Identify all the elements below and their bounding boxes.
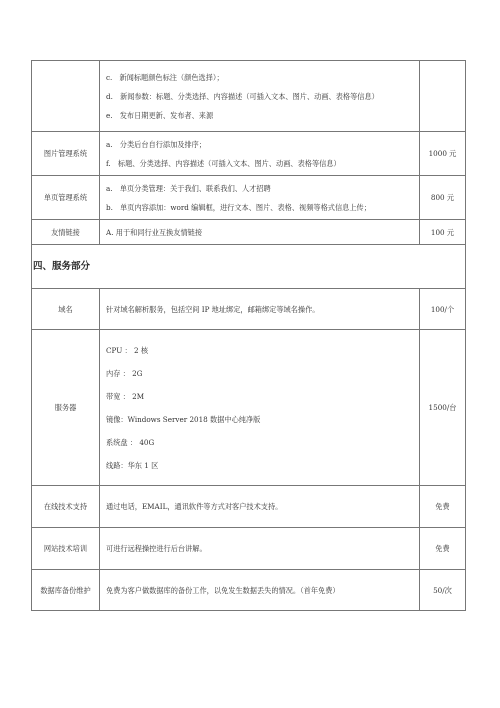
- desc-line: c. 新闻标题颜色标注（颜色选择）；: [106, 72, 224, 82]
- row-desc: [100, 176, 420, 220]
- row-price: 100/个: [420, 289, 466, 330]
- row-price: 免费: [420, 486, 466, 528]
- desc-line: 内存 ： 2G: [106, 368, 143, 378]
- desc-line: e. 发布日期更新、发布者、来源: [106, 110, 214, 120]
- row-desc: [100, 132, 420, 176]
- row-price: 800 元: [420, 176, 466, 220]
- row-name: 单页管理系统: [32, 176, 100, 220]
- row-name: 数据库备份维护: [32, 570, 100, 611]
- section-heading-row: [32, 245, 466, 289]
- row-price: 50/次: [420, 570, 466, 611]
- desc-line: A. 用于和同行业互换友情链接: [106, 227, 203, 237]
- section-title: 四、服务部分: [33, 260, 91, 272]
- row-desc: [100, 528, 420, 570]
- row-desc: [100, 570, 420, 611]
- desc-line: 可进行远程操控进行后台讲解。: [106, 544, 207, 553]
- row-price: [420, 61, 466, 132]
- desc-line: 针对域名解析服务，包括空间 IP 地址绑定，邮箱绑定等域名操作。: [106, 304, 320, 314]
- row-desc: [100, 220, 420, 245]
- desc-line: 镜像：Windows Server 2018 数据中心纯净版: [106, 414, 261, 424]
- row-desc: [100, 486, 420, 528]
- row-price: 100 元: [420, 220, 466, 245]
- row-name: 在线技术支持: [32, 486, 100, 528]
- table-row: [32, 132, 466, 176]
- row-price: 免费: [420, 528, 466, 570]
- row-name: 图片管理系统: [32, 132, 100, 176]
- desc-line: d. 新闻参数：标题、分类选择、内容描述（可插入文本、图片、动画、表格等信息）: [106, 91, 379, 101]
- row-price: 1000 元: [420, 132, 466, 176]
- desc-line: CPU ： 2 核: [106, 345, 149, 355]
- row-desc: [100, 330, 420, 486]
- desc-line: f. 标题、分类选择、内容描述（可插入文本、图片、动画、表格等信息）: [106, 158, 341, 168]
- table-row: [32, 486, 466, 528]
- row-desc: [100, 289, 420, 330]
- desc-line: 系统盘 ： 40G: [106, 437, 155, 447]
- row-name: 服务器: [32, 330, 100, 486]
- row-name: [32, 61, 100, 132]
- table-row: [32, 289, 466, 330]
- table-row: [32, 528, 466, 570]
- desc-line: a. 分类后台自行添加及排序；: [106, 139, 207, 149]
- desc-line: b. 单页内容添加：word 编辑框，进行文本、图片、表格、视频等格式信息上传；: [106, 202, 371, 212]
- row-name: 域名: [32, 289, 100, 330]
- desc-line: a. 单页分类管理：关于我们、联系我们、人才招聘: [106, 183, 271, 193]
- desc-line: 线路：华东 1 区: [106, 460, 159, 470]
- table-row: [32, 330, 466, 486]
- row-desc: [100, 61, 420, 132]
- table-row: [32, 220, 466, 245]
- desc-line: 通过电话，EMAIL，通讯软件等方式对客户技术支持。: [106, 502, 283, 511]
- table-row: [32, 570, 466, 611]
- row-price: 1500/台: [420, 330, 466, 486]
- row-name: 网站技术培训: [32, 528, 100, 570]
- pricing-table: [31, 60, 466, 611]
- desc-line: 带宽 ： 2M: [106, 391, 145, 401]
- row-name: 友情链接: [32, 220, 100, 245]
- table-row: [32, 176, 466, 220]
- table-row: [32, 61, 466, 132]
- desc-line: 免费为客户做数据库的备份工作，以免发生数据丢失的情况。（首年免费）: [106, 585, 340, 595]
